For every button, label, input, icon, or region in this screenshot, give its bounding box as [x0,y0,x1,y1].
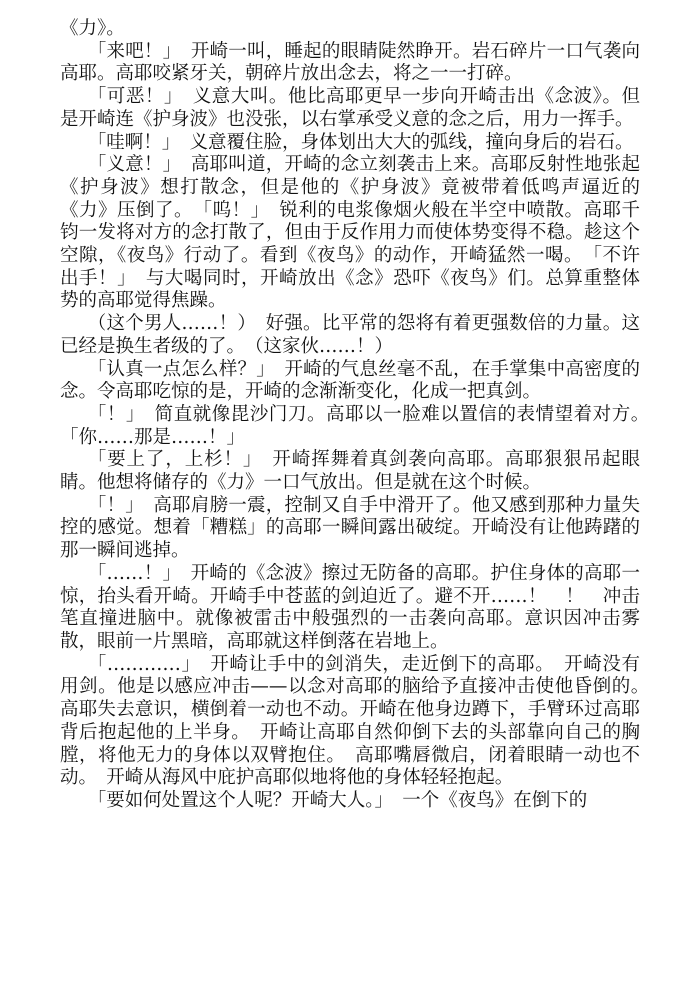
paragraph-12: 「…………」 开崎让手中的剑消失，走近倒下的高耶。 开崎没有用剑。他是以感应冲击——以念对高耶的脑给予直接冲击使他昏倒的。 高耶失去意识，横倒着一动也不动。开崎在他身边蹲下，手臂环过高耶背后抱起他的上半身。 开崎让高耶自然仰倒下去的头部靠向自己的胸膛，将他无力的身体以双臂抱住。 高耶嘴唇微启，闭着眼睛一动也不动。 开崎从海风中庇护高耶似地将他的身体轻轻抱起。 [60,653,659,789]
paragraph-13: 「要如何处置这个人呢？开崎大人。」 一个《夜鸟》在倒下的 [87,789,588,811]
paragraph-10: 「！」 高耶肩膀一震，控制又自手中滑开了。他又感到那种力量失控的感觉。想着「糟糕」的高耶一瞬间露出破绽。开崎没有让他踌躇的那一瞬间逃掉。 [60,494,640,562]
paragraph-9: 「要上了，上杉！」 开崎挥舞着真剑袭向高耶。高耶狠狠吊起眼睛。他想将储存的《力》一口气放出。但是就在这个时候。 [60,449,640,494]
paragraph-8: 「！」 简直就像毘沙门刀。高耶以一脸难以置信的表情望着对方。 「你……那是……！」 [60,403,659,448]
paragraph-7: 「认真一点怎么样？」 开崎的气息丝毫不乱，在手掌集中高密度的念。令高耶吃惊的是，开崎的念渐渐变化，化成一把真剑。 [60,358,640,403]
paragraph-2: 「来吧！」 开崎一叫，睡起的眼睛陡然睁开。岩石碎片一口气袭向高耶。高耶咬紧牙关，朝碎片放出念去，将之一一打碎。 [60,40,640,85]
paragraph-3: 「可恶！」 义意大叫。他比高耶更早一步向开崎击出《念波》。但是开崎连《护身波》也没张，以右掌承受义意的念之后，用力一挥手。 [60,86,640,130]
paragraph-5: 「义意！」 高耶叫道，开崎的念立刻袭击上来。高耶反射性地张起《护身波》想打散念，但是他的《护身波》竟被带着低鸣声逼近的《力》压倒了。 「呜！」 锐利的电浆像烟火般在半空中喷散。高耶千钧一发将对方的念打散了，但由于反作用力而使体势变得不稳。趁这个空隙，《夜鸟》行动了。看到《夜鸟》的动作，开崎猛然一喝。 「不许出手！」 与大喝同时，开崎放出《念》恐吓《夜鸟》们。总算重整体势的高耶觉得焦躁。 [60,154,640,312]
paragraph-11: 「……！」 开崎的《念波》擦过无防备的高耶。护住身体的高耶一惊，抬头看开崎。开崎手中苍蓝的剑迫近了。避不开……！ ！ 冲击笔直撞进脑中。就像被雷击中般强烈的一击袭向高耶。意识因冲击雾散，眼前一片黑暗，高耶就这样倒落在岩地上。 [60,562,640,652]
document-page [60,18,659,813]
paragraph-6: （这个男人……！） 好强。比平常的怨将有着更强数倍的力量。这已经是换生者级的了。 （这家伙……！） [60,313,640,357]
paragraph-1: 《力》。 [60,18,125,39]
paragraph-4: 「哇啊！」 义意覆住脸，身体划出大大的弧线，撞向身后的岩石。 [87,131,634,153]
